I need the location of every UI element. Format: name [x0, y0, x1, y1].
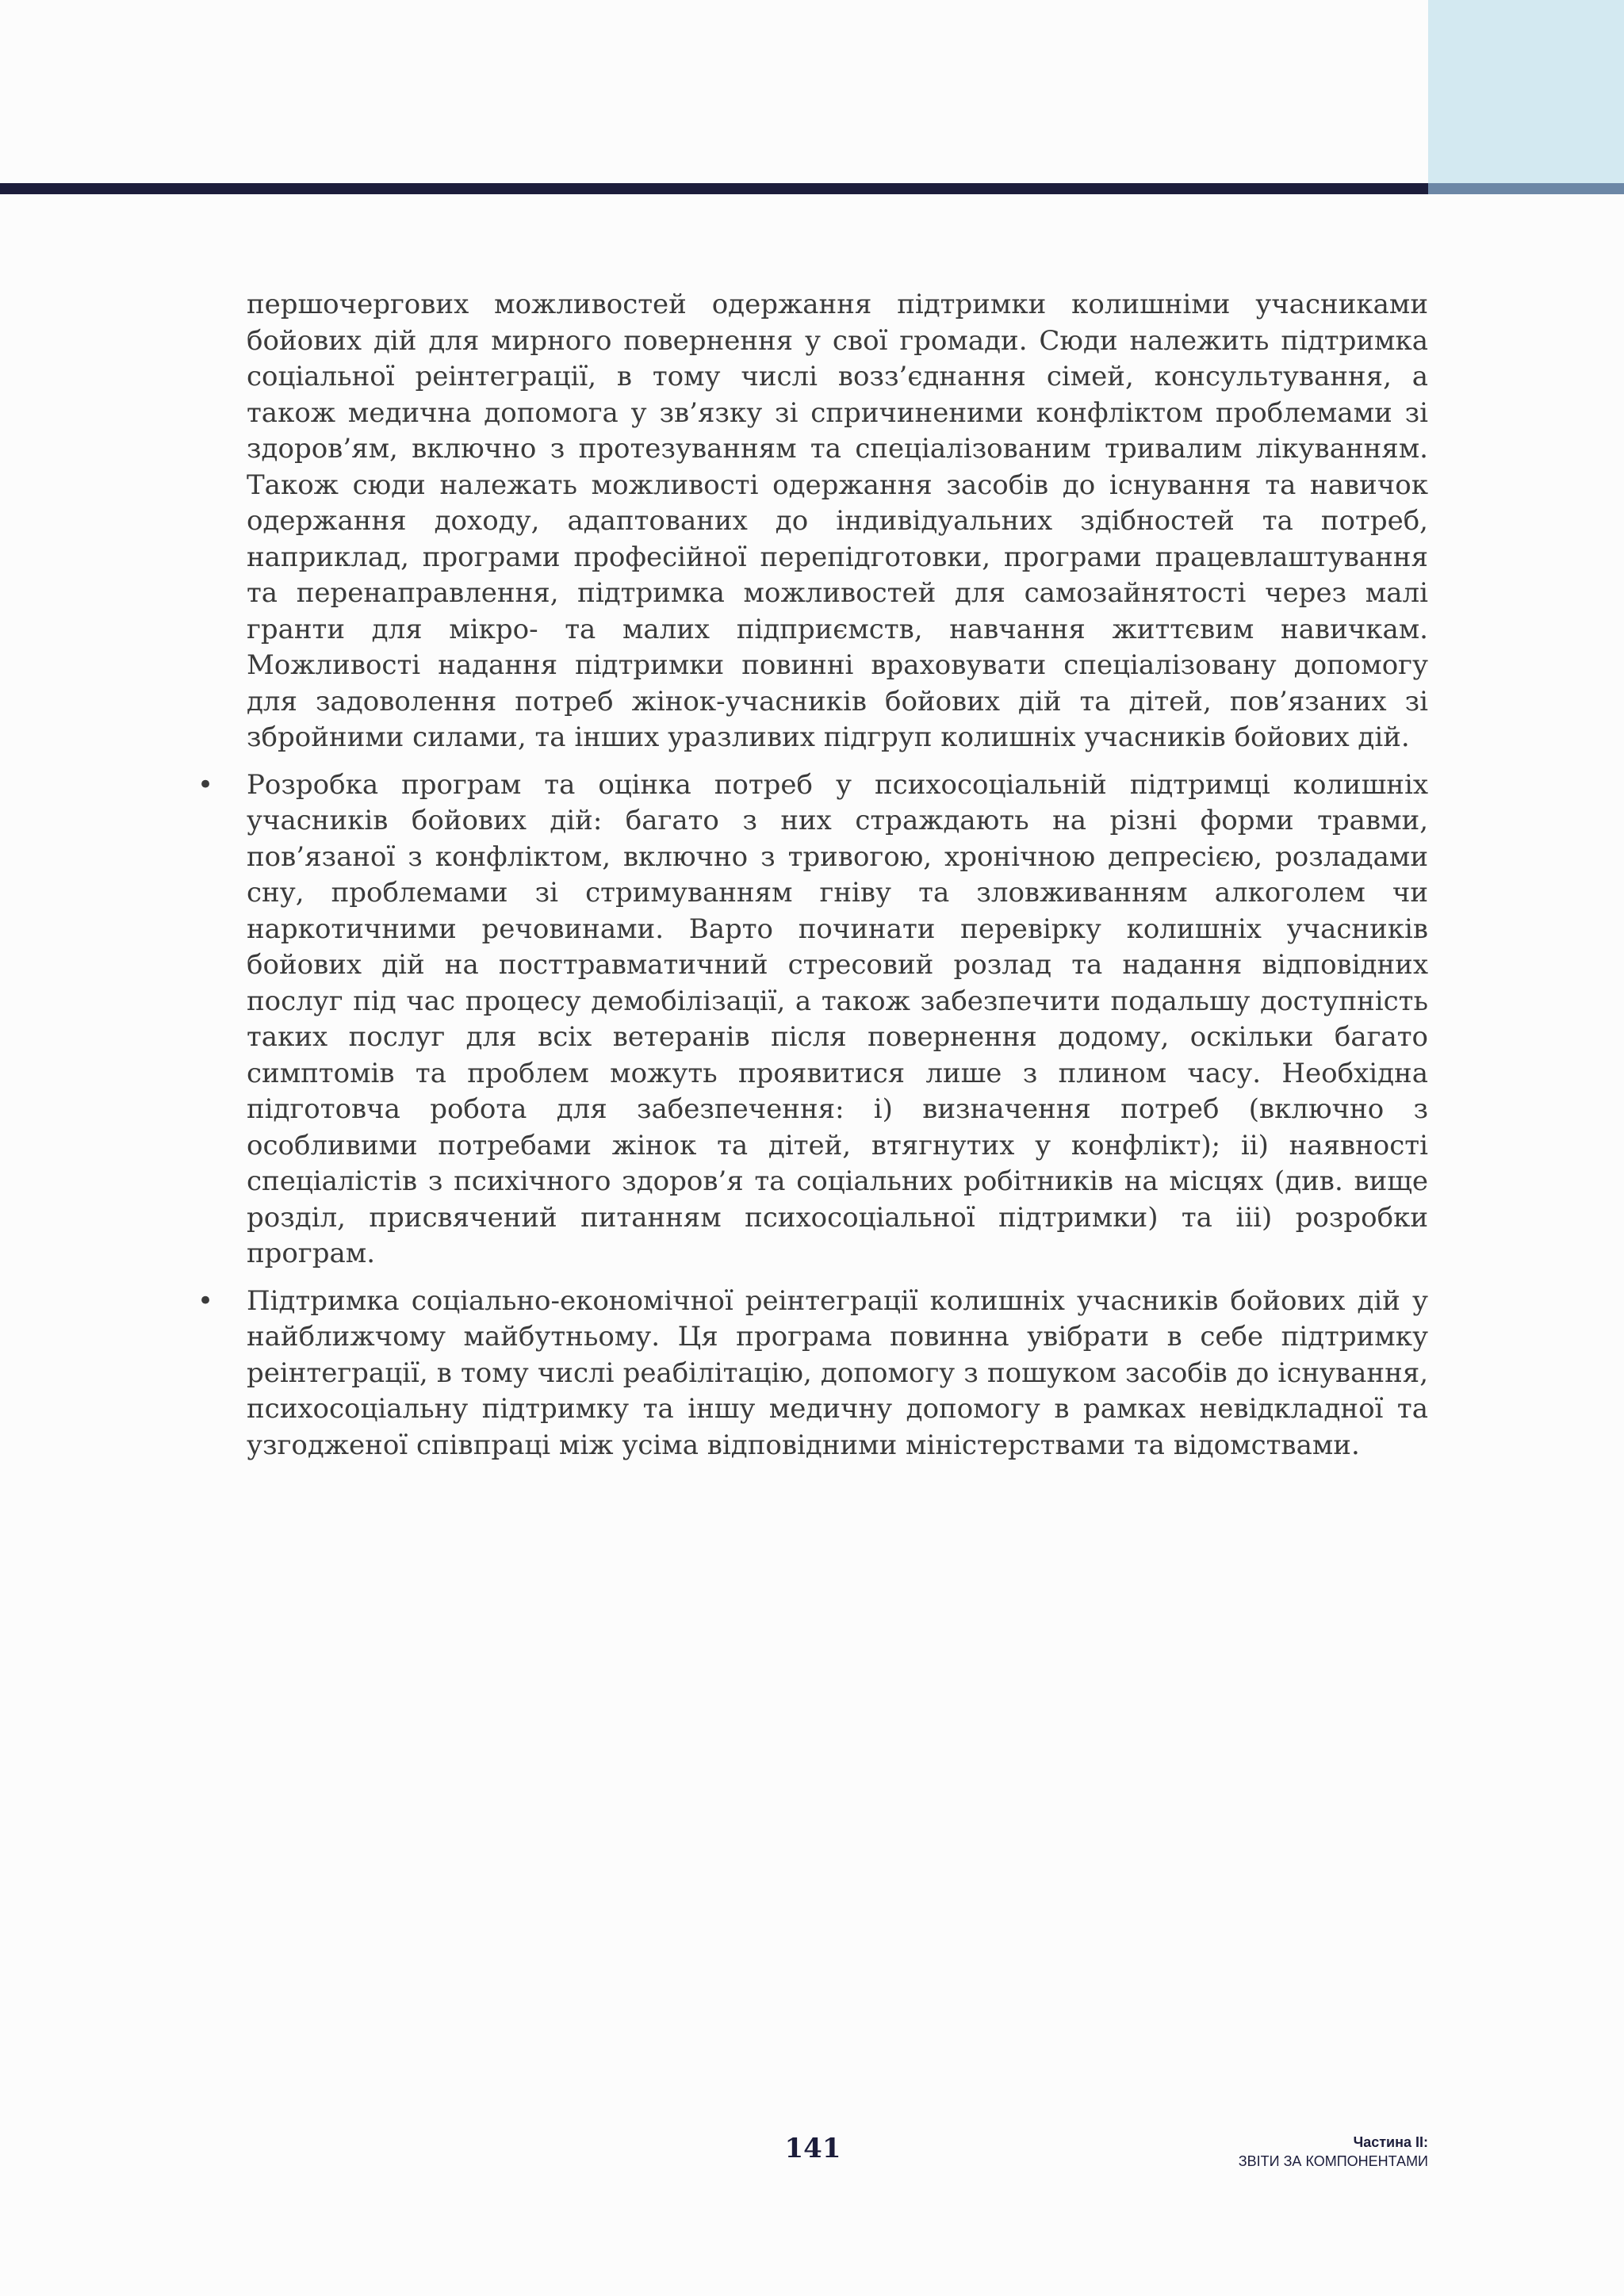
header-rule-accent [1428, 183, 1624, 194]
main-content [197, 287, 1428, 1475]
bullet-list [197, 767, 1428, 1464]
list-item [197, 767, 1428, 1272]
list-item [197, 1284, 1428, 1464]
bullet-icon: • [197, 768, 214, 801]
header-rule [0, 183, 1428, 194]
intro-paragraph: першочергових можливостей одержання підтримки колишніми учасниками бойових дій для мирного повернення у свої громади. Сюди належить підтримка соціальної реінтеграції, в тому числі возз’єднання сімей, консультування, а також медична допомога у зв’язку зі спричиненими конфліктом проблемами зі здоров’ям, включно з протезуванням та спеціалізованим тривалим лікуванням. Також сюди належать можливості одержання засобів до існування та навичок одержання доходу, адаптованих до індивідуальних здібностей та потреб, наприклад, програми професійної перепідготовки, програми працевлаштування та перенаправлення, підтримка можливостей для самозайнятості через малі гранти для мікро- та малих підприємств, навчання життєвим навичкам. Можливості надання підтримки повинні враховувати спеціалізовану допомогу для задоволення потреб жінок-учасників бойових дій та дітей, пов’язаних зі збройними силами, та інших уразливих підгруп колишніх учасників бойових дій. [247, 289, 1428, 753]
bullet-icon: • [197, 1284, 214, 1317]
header-corner-block [1428, 0, 1624, 183]
footer-section-title: ЗВІТИ ЗА КОМПОНЕНТАМИ [1238, 2153, 1428, 2169]
page-number: 141 [784, 2133, 841, 2164]
list-item-text: Розробка програм та оцінка потреб у психосоціальній підтримці колишніх учасників бойових дій: багато з них страждають на різні форми травми, пов’язаної з конфліктом, включно з тривогою, хронічною депресією, розладами сну, проблемами зі стримуванням гніву та зловживанням алкоголем чи наркотичними речовинами. Варто починати перевірку колишніх учасників бойових дій на посттравматичний стресовий розлад та надання відповідних послуг під час процесу демобілізації, а також забезпечити подальшу доступність таких послуг для всіх ветеранів після повернення додому, оскільки багато симптомів та проблем можуть проявитися лише з плином часу. Необхідна підготовча робота для забезпечення: i) визначення потреб (включно з особливими потребами жінок та дітей, втягнутих у конфлікт); ii) наявності спеціалістів з психічного здоров’я та соціальних робітників на місцях (див. вище розділ, присвячений питанням психосоціальної підтримки) та iii) розробки програм. [247, 768, 1428, 1269]
footer-part-label: Частина II: [1353, 2134, 1428, 2150]
list-item-text: Підтримка соціально-економічної реінтеграції колишніх учасників бойових дій у найближчому майбутньому. Ця програма повинна увібрати в себе підтримку реінтеграції, в тому числі реабілітацію, допомогу з пошуком засобів до існування, психосоціальну підтримку та іншу медичну допомогу в рамках невідкладної та узгодженої співпраці між усіма відповідними міністерствами та відомствами. [247, 1284, 1428, 1461]
footer-section-label [1239, 2133, 1428, 2171]
